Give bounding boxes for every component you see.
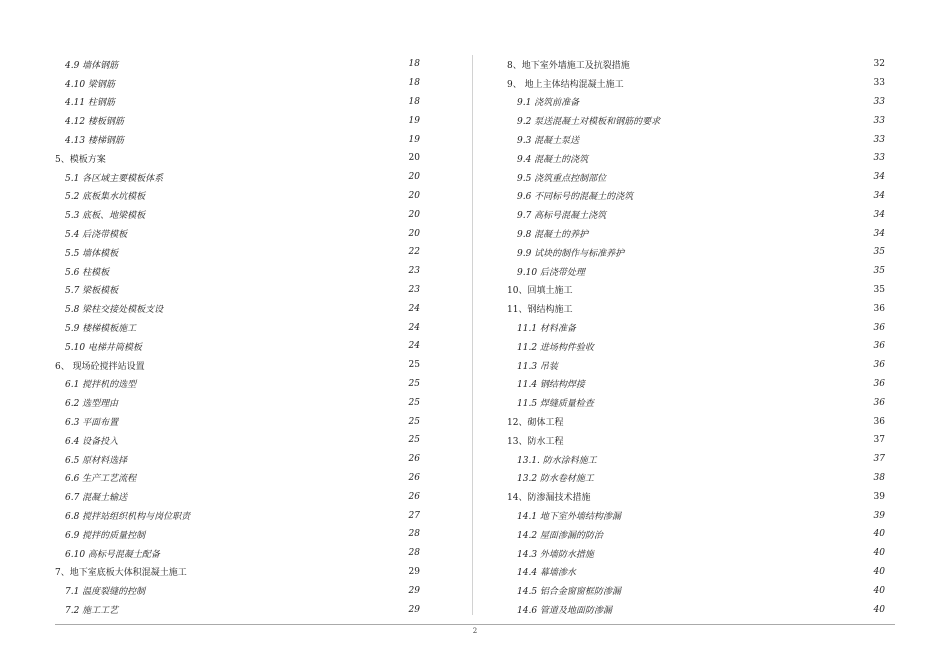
toc-entry-page: 25 — [408, 397, 420, 408]
toc-entry-page: 18 — [408, 96, 420, 107]
toc-entry-page: 27 — [408, 510, 420, 521]
toc-entry[interactable] — [55, 506, 420, 525]
toc-entry-title: 9.5 浇筑重点控制部位 — [517, 173, 607, 184]
toc-entry-page: 35 — [873, 284, 885, 295]
toc-entry[interactable] — [507, 450, 885, 469]
toc-entry-title: 14.2 屋面渗漏的防治 — [517, 530, 603, 541]
toc-entry-page: 40 — [873, 585, 885, 596]
toc-entry[interactable] — [55, 356, 420, 375]
toc-entry-page: 37 — [873, 454, 885, 465]
toc-entry[interactable] — [507, 544, 885, 563]
toc-entry-page: 26 — [408, 491, 420, 502]
toc-entry-title: 10、回填土施工 — [507, 286, 573, 297]
toc-entry-page: 20 — [408, 172, 420, 183]
toc-entry-page: 34 — [873, 228, 885, 239]
toc-entry[interactable] — [55, 281, 420, 300]
toc-entry[interactable] — [507, 299, 885, 318]
toc-entry-title: 9.8 混凝土的养护 — [517, 230, 589, 241]
toc-entry-page: 24 — [408, 341, 420, 352]
toc-entry-title: 5.4 后浇带模板 — [65, 230, 128, 241]
toc-entry-page: 25 — [408, 416, 420, 427]
toc-entry[interactable] — [507, 55, 885, 74]
toc-entry-page: 23 — [408, 266, 420, 277]
toc-entry[interactable] — [507, 581, 885, 600]
toc-entry-title: 12、砌体工程 — [507, 418, 564, 429]
toc-entry[interactable] — [507, 506, 885, 525]
toc-entry-page: 22 — [408, 247, 420, 258]
toc-entry-page: 34 — [873, 190, 885, 201]
toc-entry-page: 36 — [873, 416, 885, 427]
toc-entry[interactable] — [55, 469, 420, 488]
toc-entry[interactable] — [507, 262, 885, 281]
toc-left-column — [55, 55, 420, 619]
toc-entry-title: 4.9 墙体钢筋 — [65, 60, 119, 71]
toc-entry-title: 14.5 铝合金窗窗框防渗漏 — [517, 587, 621, 598]
toc-entry[interactable] — [55, 299, 420, 318]
toc-entry-page: 29 — [408, 585, 420, 596]
toc-entry-title: 5.2 底板集水坑模板 — [65, 192, 146, 203]
toc-entry-title: 4.11 柱钢筋 — [65, 98, 115, 109]
toc-entry-title: 7、地下室底板大体积混凝土施工 — [55, 568, 187, 579]
toc-entry[interactable] — [507, 130, 885, 149]
toc-entry-page: 28 — [408, 529, 420, 540]
toc-entry[interactable] — [507, 600, 885, 619]
toc-entry-title: 11.3 吊装 — [517, 361, 558, 372]
toc-entry-page: 36 — [873, 378, 885, 389]
toc-entry[interactable] — [507, 168, 885, 187]
toc-entry[interactable] — [55, 544, 420, 563]
toc-entry-page: 24 — [408, 322, 420, 333]
toc-entry[interactable] — [55, 450, 420, 469]
toc-entry-page: 40 — [873, 548, 885, 559]
toc-entry-title: 4.12 楼板钢筋 — [65, 117, 124, 128]
toc-entry[interactable] — [55, 581, 420, 600]
toc-entry-title: 5.3 底板、地梁模板 — [65, 211, 146, 222]
toc-entry[interactable] — [507, 375, 885, 394]
toc-entry-title: 4.13 楼梯钢筋 — [65, 136, 124, 147]
toc-entry-title: 4.10 梁钢筋 — [65, 79, 115, 90]
toc-entry[interactable] — [55, 412, 420, 431]
toc-entry[interactable] — [507, 487, 885, 506]
toc-entry[interactable] — [55, 55, 420, 74]
toc-entry-page: 35 — [873, 266, 885, 277]
toc-entry-title: 6.8 搅拌站组织机构与岗位职责 — [65, 512, 191, 523]
toc-entry[interactable] — [507, 111, 885, 130]
toc-entry[interactable] — [55, 600, 420, 619]
toc-entry-title: 9.3 混凝土泵送 — [517, 136, 580, 147]
toc-right-column — [507, 55, 885, 619]
toc-entry-title: 7.2 施工工艺 — [65, 606, 119, 616]
toc-entry-title: 6.5 原材料选择 — [65, 455, 128, 466]
toc-entry-title: 11、钢结构施工 — [507, 305, 573, 316]
toc-entry-page: 26 — [408, 454, 420, 465]
toc-entry-page: 36 — [873, 341, 885, 352]
toc-entry-page: 36 — [873, 322, 885, 333]
toc-entry-title: 6.6 生产工艺流程 — [65, 474, 137, 485]
toc-entry-page: 26 — [408, 472, 420, 483]
toc-entry-page: 23 — [408, 284, 420, 295]
toc-entry-title: 14.6 管道及地面防渗漏 — [517, 606, 612, 616]
toc-entry[interactable] — [507, 356, 885, 375]
toc-entry-title: 11.1 材料准备 — [517, 324, 576, 335]
toc-entry-page: 35 — [873, 247, 885, 258]
page-number: 2 — [472, 627, 478, 635]
toc-entry-page: 40 — [873, 566, 885, 577]
toc-entry-title: 5.7 梁板模板 — [65, 286, 119, 297]
toc-entry-page: 19 — [408, 115, 420, 126]
toc-entry-title: 5.10 电梯井筒模板 — [65, 342, 142, 353]
toc-entry-page: 36 — [873, 303, 885, 314]
toc-entry[interactable] — [507, 205, 885, 224]
toc-entry-page: 20 — [408, 153, 420, 164]
toc-entry[interactable] — [55, 130, 420, 149]
toc-entry[interactable] — [55, 168, 420, 187]
toc-entry-title: 9.7 高标号混凝土浇筑 — [517, 211, 607, 222]
toc-entry-title: 14、防渗漏技术措施 — [507, 493, 591, 504]
toc-entry[interactable] — [55, 393, 420, 412]
toc-entry-page: 40 — [873, 529, 885, 540]
toc-entry-title: 7.1 温度裂缝的控制 — [65, 587, 146, 598]
toc-entry-title: 9.6 不同标号的混凝土的浇筑 — [517, 192, 634, 203]
toc-entry-title: 9、 地上主体结构混凝土施工 — [507, 79, 624, 90]
toc-entry-page: 38 — [873, 472, 885, 483]
toc-entry-title: 14.3 外墙防水措施 — [517, 549, 594, 560]
toc-entry-title: 13.2 防水卷材施工 — [517, 474, 594, 485]
toc-entry-title: 9.2 泵送混凝土对模板和钢筋的要求 — [517, 117, 661, 128]
toc-entry-page: 33 — [873, 78, 885, 89]
toc-entry-page: 34 — [873, 209, 885, 220]
toc-entry-page: 36 — [873, 360, 885, 371]
toc-entry-page: 39 — [873, 491, 885, 502]
toc-entry[interactable] — [55, 487, 420, 506]
toc-entry-title: 6.7 混凝土输送 — [65, 493, 128, 504]
toc-entry-title: 6、 现场砼搅拌站设置 — [55, 361, 145, 372]
toc-entry[interactable] — [55, 431, 420, 450]
toc-entry-page: 28 — [408, 548, 420, 559]
toc-entry-title: 5.9 楼梯模板施工 — [65, 324, 137, 335]
toc-entry[interactable] — [55, 205, 420, 224]
toc-entry-page: 37 — [873, 435, 885, 446]
toc-entry-title: 6.9 搅拌的质量控制 — [65, 530, 146, 541]
toc-entry-title: 5、模板方案 — [55, 154, 106, 165]
toc-entry-title: 9.1 浇筑前准备 — [517, 98, 580, 109]
toc-entry-page: 34 — [873, 172, 885, 183]
toc-entry-page: 33 — [873, 96, 885, 107]
toc-entry[interactable] — [507, 393, 885, 412]
toc-entry-title: 6.2 选型理由 — [65, 399, 119, 410]
toc-entry-title: 8、地下室外墙施工及抗裂措施 — [507, 60, 630, 71]
toc-entry-title: 6.10 高标号混凝土配备 — [65, 549, 160, 560]
toc-entry[interactable] — [507, 224, 885, 243]
toc-entry-page: 18 — [408, 59, 420, 70]
toc-entry-page: 29 — [408, 604, 420, 615]
toc-entry-page: 25 — [408, 360, 420, 371]
toc-entry-page: 32 — [873, 59, 885, 70]
toc-entry[interactable] — [55, 224, 420, 243]
toc-entry[interactable] — [507, 318, 885, 337]
toc-entry[interactable] — [55, 318, 420, 337]
toc-entry[interactable] — [55, 262, 420, 281]
toc-entry-page: 33 — [873, 115, 885, 126]
toc-entry-title: 11.2 进场构件验收 — [517, 342, 594, 353]
toc-entry[interactable] — [507, 469, 885, 488]
toc-entry-title: 9.4 混凝土的浇筑 — [517, 154, 589, 165]
toc-entry[interactable] — [55, 187, 420, 206]
column-divider — [472, 55, 473, 615]
toc-entry-title: 14.1 地下室外墙结构渗漏 — [517, 512, 621, 523]
toc-entry[interactable] — [55, 375, 420, 394]
toc-entry[interactable] — [507, 525, 885, 544]
toc-entry[interactable] — [507, 187, 885, 206]
toc-entry-title: 5.8 梁柱交接处模板支设 — [65, 305, 164, 316]
toc-entry-title: 13.1. 防水涂料施工 — [517, 455, 597, 466]
toc-entry-page: 20 — [408, 190, 420, 201]
toc-entry[interactable] — [55, 149, 420, 168]
toc-entry-title: 5.5 墙体模板 — [65, 248, 119, 259]
toc-entry-page: 20 — [408, 209, 420, 220]
toc-entry-page: 29 — [408, 566, 420, 577]
toc-entry-page: 25 — [408, 435, 420, 446]
toc-entry[interactable] — [507, 281, 885, 300]
toc-entry-title: 6.4 设备投入 — [65, 436, 119, 447]
toc-entry[interactable] — [507, 431, 885, 450]
toc-entry[interactable] — [55, 74, 420, 93]
toc-entry-page: 20 — [408, 228, 420, 239]
toc-entry-title: 6.1 搅拌机的选型 — [65, 380, 137, 391]
toc-entry-page: 25 — [408, 378, 420, 389]
toc-entry-page: 40 — [873, 604, 885, 615]
toc-entry-page: 19 — [408, 134, 420, 145]
toc-entry[interactable] — [507, 337, 885, 356]
toc-entry[interactable] — [507, 93, 885, 112]
toc-entry[interactable] — [55, 111, 420, 130]
toc-entry-title: 9.9 试块的制作与标准养护 — [517, 248, 625, 259]
toc-entry-title: 14.4 幕墙渗水 — [517, 568, 576, 579]
toc-entry[interactable] — [55, 93, 420, 112]
toc-entry[interactable] — [507, 74, 885, 93]
toc-entry-title: 5.6 柱模板 — [65, 267, 110, 278]
toc-entry-page: 39 — [873, 510, 885, 521]
toc-entry-title: 11.4 钢结构焊接 — [517, 380, 585, 391]
toc-entry[interactable] — [507, 149, 885, 168]
toc-entry-title: 5.1 各区域主要模板体系 — [65, 173, 164, 184]
toc-entry[interactable] — [507, 563, 885, 582]
toc-entry-page: 33 — [873, 134, 885, 145]
toc-entry[interactable] — [55, 563, 420, 582]
toc-entry[interactable] — [507, 412, 885, 431]
footer-rule — [55, 624, 895, 625]
toc-entry[interactable] — [55, 243, 420, 262]
toc-entry-title: 6.3 平面布置 — [65, 418, 119, 429]
toc-entry-title: 13、防水工程 — [507, 436, 564, 447]
toc-entry[interactable] — [507, 243, 885, 262]
toc-entry-title: 11.5 焊缝质量检查 — [517, 399, 594, 410]
toc-entry-page: 18 — [408, 78, 420, 89]
toc-entry-title: 9.10 后浇带处理 — [517, 267, 585, 278]
toc-entry-page: 36 — [873, 397, 885, 408]
toc-entry-page: 24 — [408, 303, 420, 314]
toc-entry[interactable] — [55, 525, 420, 544]
toc-entry-page: 33 — [873, 153, 885, 164]
toc-entry[interactable] — [55, 337, 420, 356]
